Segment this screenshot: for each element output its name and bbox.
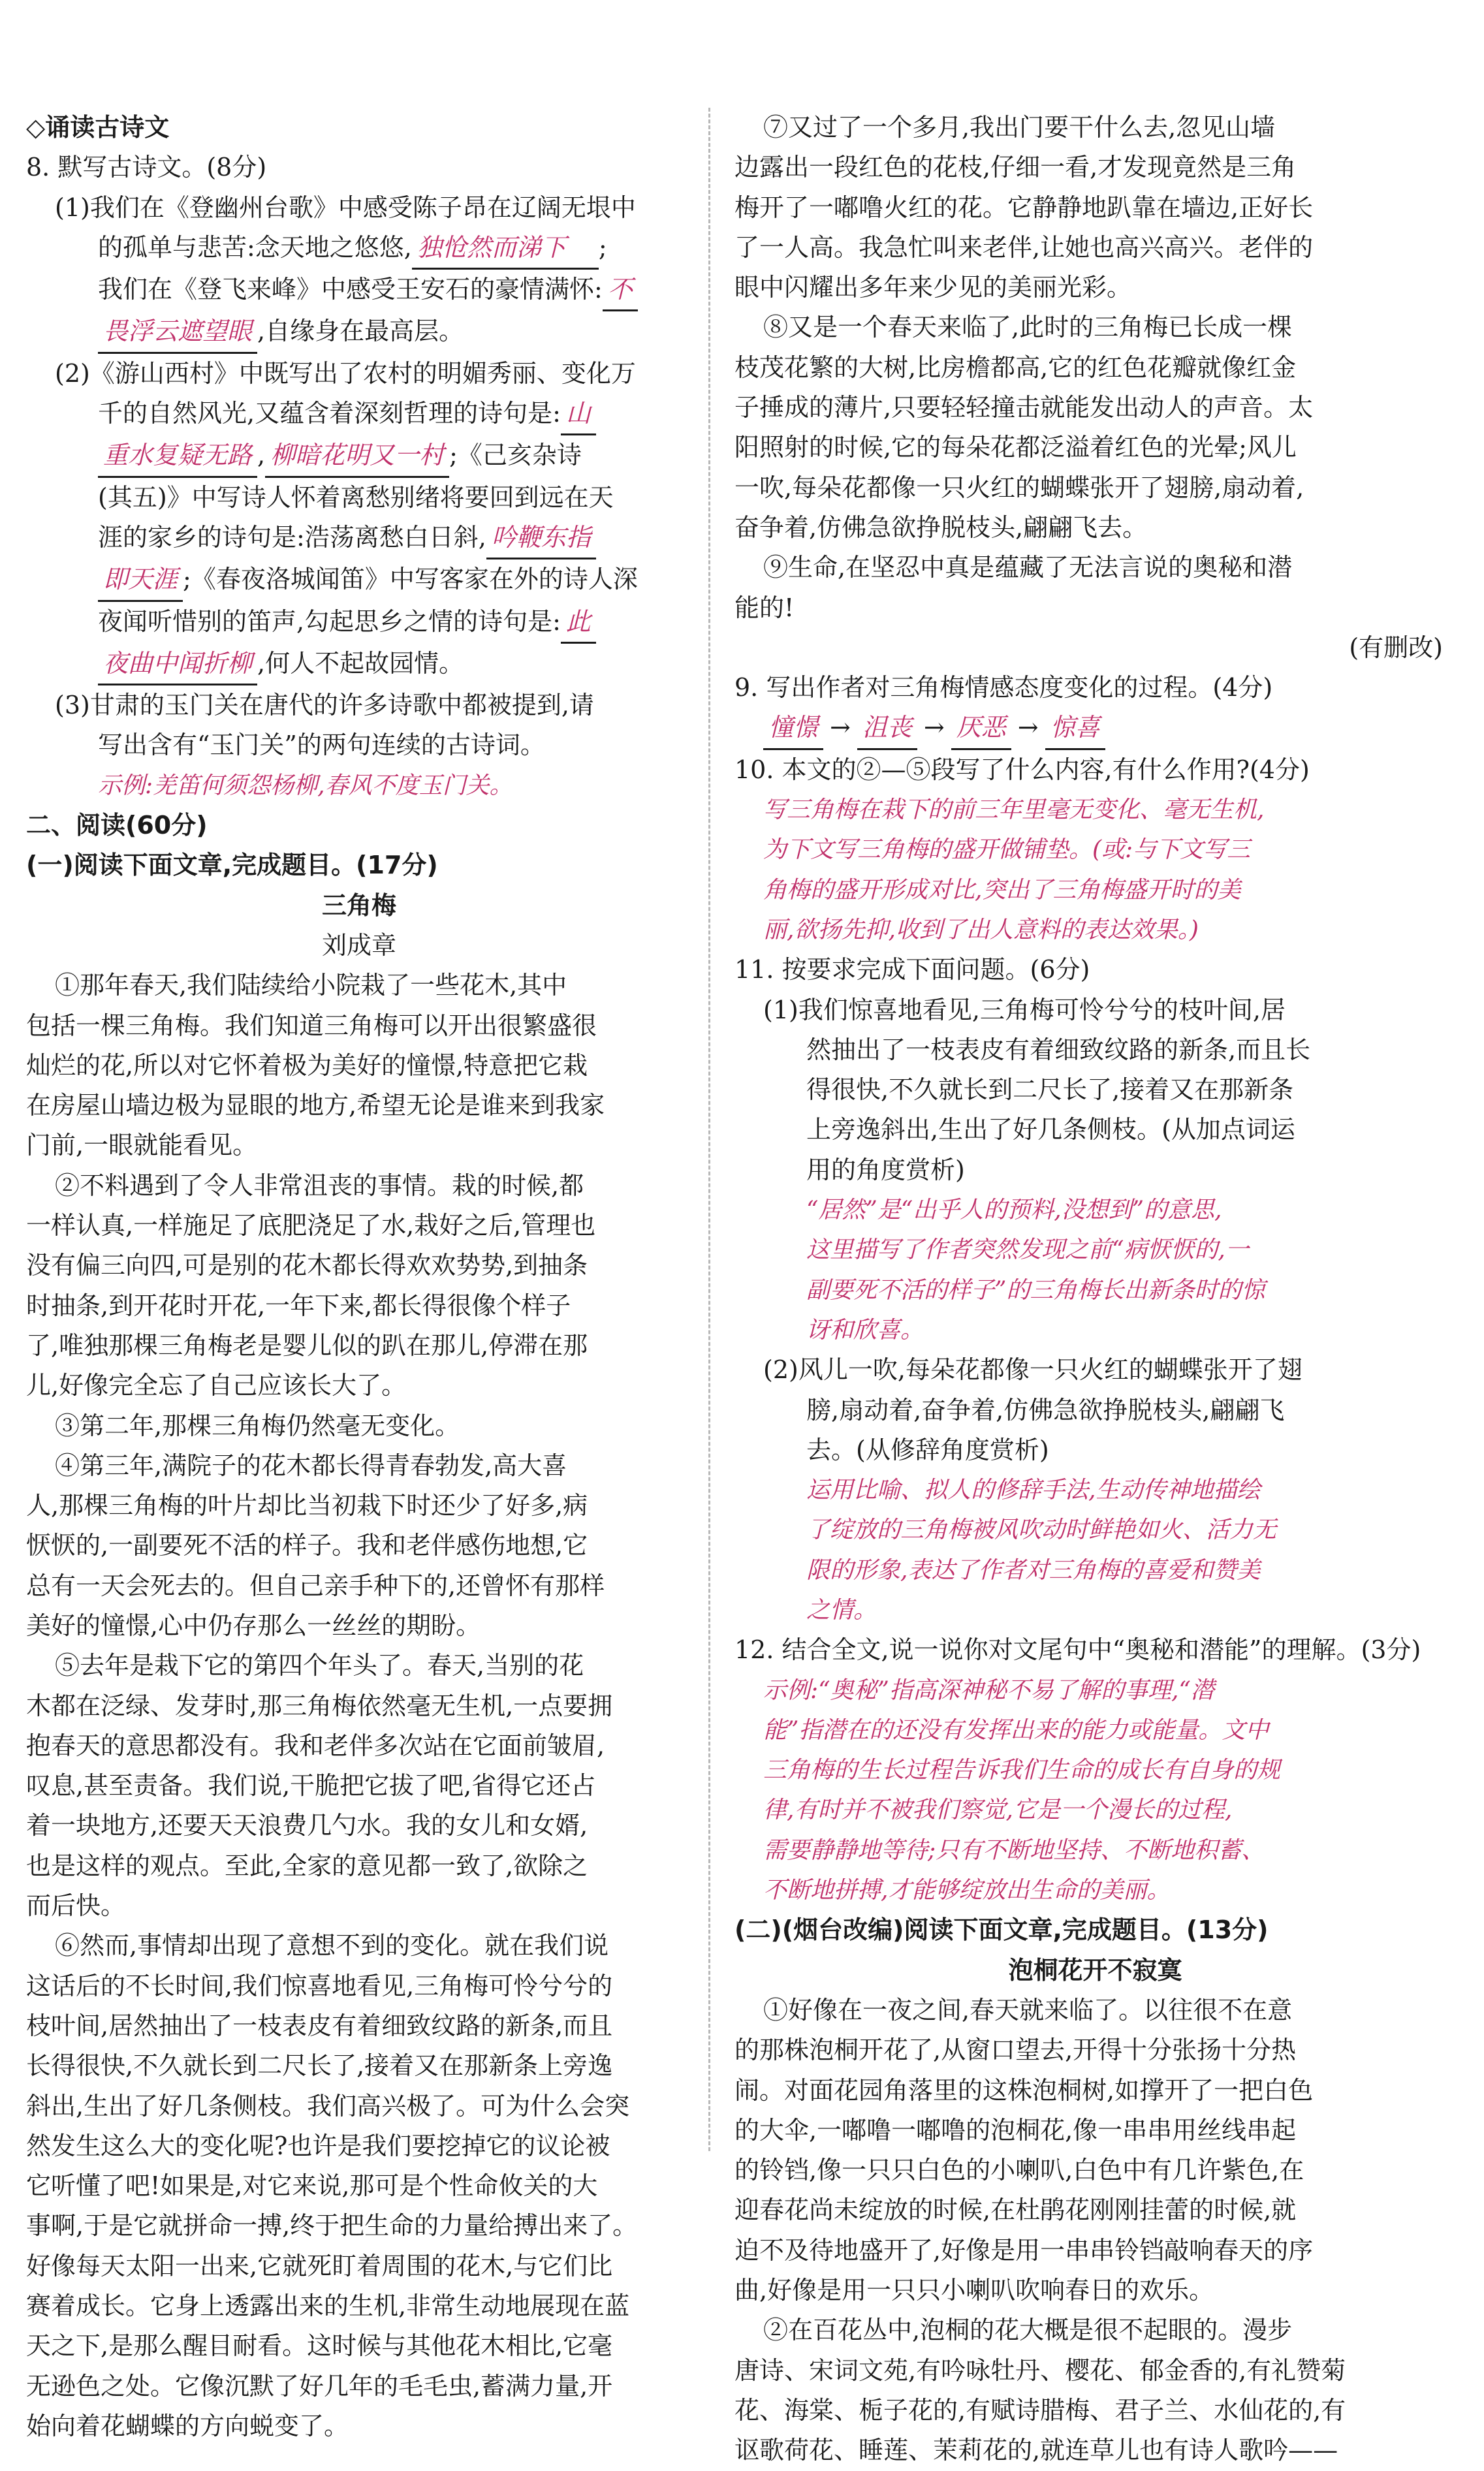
question-line: (1)我们惊喜地看见,三角梅可怜兮兮的枝叶间,居	[763, 995, 1286, 1024]
text-line: 不断地拼搏,才能够绽放出生命的美丽。	[763, 1877, 1171, 1904]
q8-2-line8: 夜曲中闻折柳 ,何人不起故园情。	[26, 644, 692, 685]
article-line: 然发生这么大的变化呢?也许是我们要挖掉它的议论被	[26, 2131, 610, 2160]
article-line: 了,唯独那棵三角梅老是婴儿似的趴在那儿,停滞在那	[26, 1330, 588, 1360]
article-line: ⑦又过了一个多月,我出门要干什么去,忽见山墙	[763, 113, 1276, 142]
answer-blank[interactable]: 吟鞭东指	[486, 518, 596, 559]
article-line: 儿,好像完全忘了自己应该长大了。	[26, 1371, 407, 1400]
answer-blank[interactable]: 独怆然而涕下	[412, 228, 599, 270]
article-line: 边露出一段红色的花枝,仔细一看,才发现竟然是三角	[734, 153, 1297, 182]
q8-2-line5: 涯的家乡的诗句是:浩荡离愁白日斜, 吟鞭东指	[26, 518, 692, 559]
article-line: 的那株泡桐开花了,从窗口望去,开得十分张扬十分热	[734, 2036, 1297, 2065]
article-line: 梅开了一嘟噜火红的花。它静静地趴靠在墙边,正好长	[734, 193, 1314, 222]
q11-2-answer	[734, 1470, 1456, 1630]
answer-blank[interactable]: 柳暗花明又一村	[265, 435, 449, 477]
article-line: 能的!	[734, 593, 795, 622]
q8-1-line2: 的孤单与悲苦:念天地之悠悠, 独怆然而涕下 ;	[26, 228, 692, 270]
article-line: ②在百花丛中,泡桐的花大概是很不起眼的。漫步	[763, 2316, 1293, 2345]
article-line: 的大伞,一嘟噜一嘟噜的泡桐花,像一串串用丝线串起	[734, 2115, 1297, 2145]
article-line: 天之下,是那么醒目耐看。这时候与其他花木相比,它毫	[26, 2331, 613, 2361]
article-body	[26, 966, 692, 2446]
article-line: ①好像在一夜之间,春天就来临了。以往很不在意	[763, 1995, 1293, 2024]
answer-blank[interactable]: 不	[603, 270, 638, 311]
q9-title: 9. 写出作者对三角梅情感态度变化的过程。(4分)	[734, 673, 1273, 702]
article-line: 人,那棵三角梅的叶片却比当初栽下时还少了好多,病	[26, 1491, 588, 1520]
article-line: 而后快。	[26, 1891, 126, 1921]
answer-blank[interactable]: 重水复疑无路	[98, 435, 257, 477]
article-line: 迎春花尚未绽放的时候,在杜鹃花刚刚挂蕾的时候,就	[734, 2196, 1297, 2225]
question-line: (2)风儿一吹,每朵花都像一只火红的蝴蝶张开了翅	[763, 1355, 1302, 1385]
text-line: 写三角梅在栽下的前三年里毫无变化、毫无生机,	[763, 796, 1265, 824]
article-line: ⑨生命,在坚忍中真是蕴藏了无法言说的奥秘和潜	[763, 553, 1293, 582]
article-line: 迫不及待地盛开了,好像是用一串串铃铛敲响春天的序	[734, 2235, 1314, 2265]
left-column	[26, 108, 692, 2446]
q8-title: 8. 默写古诗文。(8分)	[26, 153, 267, 182]
q12-title: 12. 结合全文,说一说你对文尾句中“奥秘和潜能”的理解。(3分)	[734, 1635, 1421, 1665]
q9-answer	[734, 708, 1456, 749]
text-line: 运用比喻、拟人的修辞手法,生动传神地描绘	[806, 1477, 1261, 1504]
answer-blank[interactable]: 憧憬	[763, 708, 823, 749]
text-line: 副要死不活的样子”的三角梅长出新条时的惊	[806, 1276, 1265, 1304]
text-line: “居然”是“出乎人的预料,没想到”的意思,	[806, 1197, 1222, 1224]
article-line: 眼中闪耀出多年来少见的美丽光彩。	[734, 273, 1132, 302]
q8-2-line6: 即天涯 ;《春夜洛城闻笛》中写客家在外的诗人深	[26, 559, 692, 601]
q8-1-line1: (1)我们在《登幽州台歌》中感受陈子昂在辽阔无垠中	[55, 193, 636, 222]
text-line: 需要静静地等待;只有不断地坚持、不断地积蓄、	[763, 1836, 1265, 1864]
article-line: 它听懂了吧!如果是,对它来说,那可是个性命攸关的大	[26, 2171, 598, 2201]
q8-2-line4: (其五)》中写诗人怀着离愁别绪将要回到远在天	[98, 482, 614, 512]
article-line: 着一块地方,还要天天浪费几勺水。我的女儿和女婿,	[26, 1811, 588, 1840]
section-reading: 二、阅读(60分)	[26, 811, 208, 840]
article-line: 奋争着,仿佛急欲挣脱枝头,翩翩飞去。	[734, 512, 1148, 542]
article-line: ①那年春天,我们陆续给小院栽了一些花木,其中	[55, 971, 567, 1000]
arrow-icon: →	[830, 713, 851, 742]
article-author: 刘成章	[321, 930, 396, 960]
article-line: 唐诗、宋词文苑,有吟咏牡丹、樱花、郁金香的,有礼赞菊	[734, 2355, 1346, 2385]
article-line: 木都在泛绿、发芽时,那三角梅依然毫无生机,一点要拥	[26, 1691, 613, 1720]
q8-1-line3: 我们在《登飞来峰》中感受王安石的豪情满怀: 不	[26, 270, 692, 311]
article-line: 曲,好像是用一只只小喇叭吹响春日的欢乐。	[734, 2276, 1214, 2305]
q10-title: 10. 本文的②—⑤段写了什么内容,有什么作用?(4分)	[734, 755, 1310, 784]
text-line: 能”指潜在的还没有发挥出来的能力或能量。文中	[763, 1716, 1269, 1744]
article-line: 枝叶间,居然抽出了一枝表皮有着细致纹路的新条,而且	[26, 2011, 613, 2040]
article-line: 阳照射的时候,它的每朵花都泛溢着红色的光晕;风儿	[734, 433, 1297, 462]
q8-2-line2: 千的自然风光,又蕴含着深刻哲理的诗句是: 山	[26, 394, 692, 435]
article-line: 也是这样的观点。至此,全家的意见都一致了,欲除之	[26, 1851, 588, 1880]
text-line: 之情。	[806, 1596, 877, 1624]
article-line: 在房屋山墙边极为显眼的地方,希望无论是谁来到我家	[26, 1091, 605, 1120]
question-line: 用的角度赏析)	[806, 1155, 965, 1184]
article-line: 的铃铛,像一只只白色的小喇叭,白色中有几许紫色,在	[734, 2156, 1304, 2185]
q10-answer	[734, 790, 1456, 950]
article-line: 这话后的不长时间,我们惊喜地看见,三角梅可怜兮兮的	[26, 1971, 613, 2000]
answer-blank[interactable]: 即天涯	[98, 559, 183, 601]
source-note: (有删改)	[1349, 633, 1443, 662]
question-line: 得很快,不久就长到二尺长了,接着又在那新条	[806, 1075, 1294, 1105]
article-line: 花、海棠、栀子花的,有赋诗腊梅、君子兰、水仙花的,有	[734, 2395, 1346, 2425]
article-line: 总有一天会死去的。但自己亲手种下的,还曾怀有那样	[26, 1571, 605, 1600]
answer-blank[interactable]: 厌恶	[951, 708, 1011, 749]
arrow-icon: →	[1017, 713, 1039, 742]
paragraph-9	[734, 548, 1456, 628]
q11-2-question	[734, 1350, 1456, 1470]
article-line: 讴歌荷花、睡莲、茉莉花的,就连草儿也有诗人歌吟——	[734, 2436, 1338, 2465]
article-line: 时抽条,到开花时开花,一年下来,都长得很像个样子	[26, 1291, 571, 1320]
article-line: 包括一棵三角梅。我们知道三角梅可以开出很繁盛很	[26, 1011, 597, 1040]
article-line: 一样认真,一样施足了底肥浇足了水,栽好之后,管理也	[26, 1211, 596, 1240]
text-line: 律,有时并不被我们察觉,它是一个漫长的过程,	[763, 1797, 1233, 1824]
answer-blank[interactable]: 夜曲中闻折柳	[98, 644, 257, 685]
section-title: ◇诵读古诗文	[26, 113, 170, 142]
q11-1-question	[734, 990, 1456, 1190]
q8-2-line7: 夜闻听惜别的笛声,勾起思乡之情的诗句是: 此	[26, 602, 692, 644]
question-line: 然抽出了一枝表皮有着细致纹路的新条,而且长	[806, 1035, 1311, 1064]
q8-3-line1: (3)甘肃的玉门关在唐代的许多诗歌中都被提到,请	[55, 691, 594, 720]
q11-title: 11. 按要求完成下面问题。(6分)	[734, 955, 1090, 984]
q8-3-line2: 写出含有“玉门关”的两句连续的古诗词。	[98, 731, 545, 760]
article-line: 了一人高。我急忙叫来老伴,让她也高兴高兴。老伴的	[734, 232, 1314, 262]
paragraph-8	[734, 307, 1456, 548]
q8-3-answer: 示例:羌笛何须怨杨柳,春风不度玉门关。	[98, 772, 513, 799]
article-line: ④第三年,满院子的花木都长得青春勃发,高大喜	[55, 1451, 567, 1480]
article-line: ⑧又是一个春天来临了,此时的三角梅已长成一棵	[763, 313, 1293, 342]
part2-title: (二)(烟台改编)阅读下面文章,完成题目。(13分)	[734, 1915, 1269, 1945]
article-line: 没有偏三向四,可是别的花木都长得欢欢势势,到抽条	[26, 1251, 588, 1280]
text-line: 限的形象,表达了作者对三角梅的喜爱和赞美	[806, 1556, 1261, 1584]
right-column	[734, 108, 1456, 2471]
article-line: 子捶成的薄片,只要轻轻撞击就能发出动人的声音。太	[734, 393, 1314, 422]
text-line: 三角梅的生长过程告诉我们生命的成长有自身的规	[763, 1757, 1281, 1784]
text-line: 丽,欲扬先抑,收到了出人意料的表达效果。)	[763, 916, 1199, 943]
article-line: ③第二年,那棵三角梅仍然毫无变化。	[55, 1411, 460, 1440]
q12-answer	[734, 1671, 1456, 1911]
answer-blank[interactable]: 畏浮云遮望眼	[98, 311, 257, 353]
arrow-icon: →	[923, 713, 945, 742]
text-line: 讶和欣喜。	[806, 1316, 924, 1344]
article-line: 始向着花蝴蝶的方向蜕变了。	[26, 2411, 349, 2440]
article-line: 一吹,每朵花都像一只火红的蝴蝶张开了翅膀,扇动着,	[734, 473, 1304, 502]
text-line: 了绽放的三角梅被风吹动时鲜艳如火、活力无	[806, 1517, 1277, 1544]
article2-body	[734, 1991, 1456, 2471]
q8-2-line1: (2)《游山西村》中既写出了农村的明媚秀丽、变化万	[55, 358, 636, 388]
article-title: 三角梅	[321, 890, 396, 920]
article-line: 好像每天太阳一出来,它就死盯着周围的花木,与它们比	[26, 2251, 613, 2280]
article-line: 枝茂花繁的大树,比房檐都高,它的红色花瓣就像红金	[734, 353, 1297, 382]
article-line: 长得很快,不久就长到二尺长了,接着又在那新条上旁逸	[26, 2051, 613, 2081]
article-line: 灿烂的花,所以对它怀着极为美好的憧憬,特意把它栽	[26, 1050, 588, 1080]
article-line: 美好的憧憬,心中仍存那么一丝丝的期盼。	[26, 1611, 481, 1640]
article-line: 赛着成长。它身上透露出来的生机,非常生动地展现在蓝	[26, 2291, 630, 2321]
text-line: 角梅的盛开形成对比,突出了三角梅盛开时的美	[763, 876, 1241, 904]
q8-2-line3: 重水复疑无路 , 柳暗花明又一村 ;《己亥杂诗	[26, 435, 692, 477]
article-line: ⑤去年是栽下它的第四个年头了。春天,当别的花	[55, 1651, 584, 1680]
article-line: ⑥然而,事情却出现了意想不到的变化。就在我们说	[55, 1931, 609, 1960]
article-line: 事啊,于是它就拼命一搏,终于把生命的力量给搏出来了。	[26, 2211, 638, 2241]
article-line: 抱春天的意思都没有。我和老伴多次站在它面前皱眉,	[26, 1731, 605, 1760]
article-line: 门前,一眼就能看见。	[26, 1131, 258, 1160]
question-line: 膀,扇动着,奋争着,仿佛急欲挣脱枝头,翩翩飞	[806, 1395, 1285, 1424]
answer-blank[interactable]: 沮丧	[857, 708, 917, 749]
article-line: 闹。对面花园角落里的这株泡桐树,如撑开了一把白色	[734, 2075, 1314, 2105]
paragraph-7	[734, 108, 1456, 307]
article-line: 恹恹的,一副要死不活的样子。我和老伴感伤地想,它	[26, 1531, 588, 1560]
answer-blank[interactable]: 此	[561, 602, 596, 644]
article2-title: 泡桐花开不寂寞	[1008, 1955, 1182, 1985]
article-line: ②不料遇到了令人非常沮丧的事情。栽的时候,都	[55, 1171, 584, 1200]
answer-blank[interactable]: 惊喜	[1045, 708, 1105, 749]
q8-1-line4: 畏浮云遮望眼 ,自缘身在最高层。	[26, 311, 692, 353]
article-line: 斜出,生出了好几条侧枝。我们高兴极了。可为什么会突	[26, 2091, 630, 2120]
text-line: 为下文写三角梅的盛开做铺垫。(或:与下文写三	[763, 836, 1251, 864]
text-line: 这里描写了作者突然发现之前“病恹恹的,一	[806, 1236, 1249, 1264]
part1-title: (一)阅读下面文章,完成题目。(17分)	[26, 851, 438, 880]
article-line: 无逊色之处。它像沉默了好几年的毛毛虫,蓄满力量,开	[26, 2371, 613, 2400]
article-line: 叹息,甚至责备。我们说,干脆把它拔了吧,省得它还占	[26, 1771, 596, 1801]
q11-1-answer	[734, 1190, 1456, 1350]
column-divider	[708, 108, 710, 2151]
text-line: 示例:“奥秘”指高深神秘不易了解的事理,“潜	[763, 1676, 1214, 1704]
question-line: 上旁逸斜出,生出了好几条侧枝。(从加点词运	[806, 1115, 1295, 1144]
question-line: 去。(从修辞角度赏析)	[806, 1435, 1049, 1464]
answer-blank[interactable]: 山	[561, 394, 596, 435]
